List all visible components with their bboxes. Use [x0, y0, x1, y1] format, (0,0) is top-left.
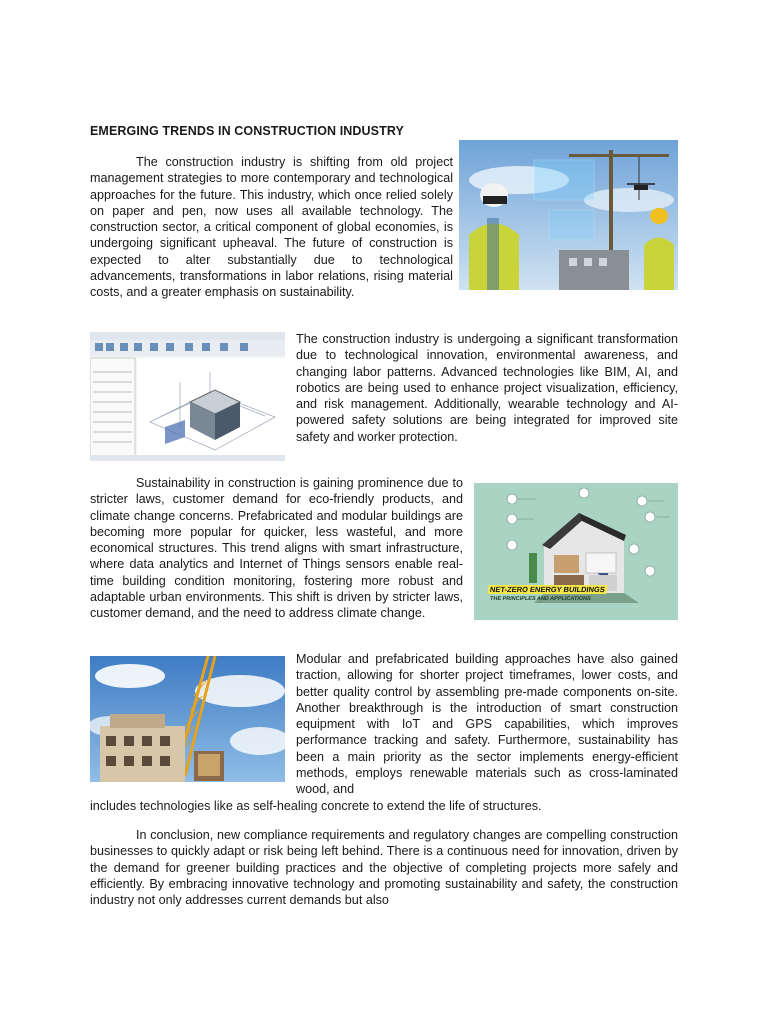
- paragraph-sustainability: Sustainability in construction is gaining prominence due to stricter laws, customer demand for eco-friendly products, and climate change concerns. Prefabricated and modular buildings are becoming more popular for quicker, less wasteful, and more economical structures. This trend aligns with smart infrastructure, where data analytics and Internet of Things sensors enable real-time building condition monitoring, fostering more robust and adaptable urban environments. This shift is driven by stricter laws, customer demand, and the need to address climate change.: [90, 476, 463, 621]
- crane-modular-building-image: [90, 656, 285, 782]
- net-zero-building-infographic: [474, 483, 678, 620]
- paragraph-intro: The construction industry is shifting from old project management strategies to more contemporary and technological approaches for the future. This industry, which once relied solely on paper and pen, now uses all available technology. The construction sector, a critical component of global economies, is undergoing significant upheaval. The future of construction is expected to alter substantially due to technological advancements, transformations in labor relations, rising material costs, and a greater emphasis on sustainability.: [90, 155, 453, 300]
- paragraph-modular-continued: includes technologies like as self-healing concrete to extend the life of structures.: [90, 799, 542, 813]
- bim-software-image: [90, 332, 285, 461]
- document-title: EMERGING TRENDS IN CONSTRUCTION INDUSTRY: [90, 124, 404, 138]
- net-zero-infographic-title: NET-ZERO ENERGY BUILDINGS: [489, 585, 606, 594]
- paragraph-modular-side: Modular and prefabricated building approaches have also gained traction, allowing for shorter project timeframes, lower costs, and better quality control by assembling pre-made components on-site. Another breakthrough is the introduction of smart construction equipment with IoT and GPS capabilities, which improves performance tracking and safety. Furthermore, sustainability has been a main priority as the sector implements energy-efficient methods, employs renewable materials such as cross-laminated wood, and: [296, 652, 678, 797]
- workers-vr-drone-image: [459, 140, 678, 290]
- net-zero-infographic-subtitle: THE PRINCIPLES AND APPLICATIONS: [489, 596, 592, 602]
- paragraph-technology: The construction industry is undergoing a significant transformation due to technological innovation, environmental awareness, and changing labor patterns. Advanced technologies like BIM, AI, and robotics are being used to enhance project visualization, efficiency, and risk management. Additionally, wearable technology and AI-powered safety solutions are being integrated for improved site safety and worker protection.: [296, 332, 678, 444]
- paragraph-conclusion: In conclusion, new compliance requirements and regulatory changes are compelling construction businesses to quickly adapt or risk being left behind. There is a continuous need for innovation, driven by the demand for greener building practices and the objective of completing projects more safely and efficiently. By embracing innovative technology and promoting sustainability and safety, the construction industry not only addresses current demands but also: [90, 828, 678, 908]
